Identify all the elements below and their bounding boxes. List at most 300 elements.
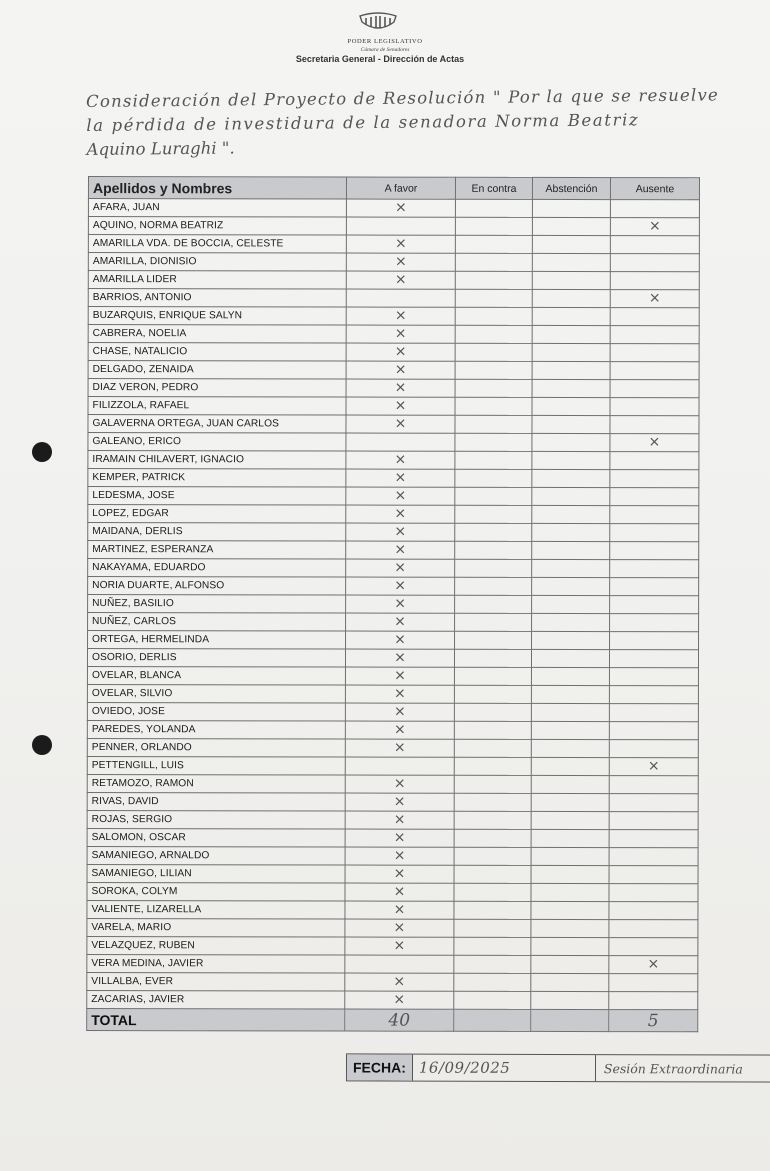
senator-name: GALAVERNA ORTEGA, JUAN CARLOS — [88, 415, 346, 434]
table-row — [88, 433, 699, 452]
vote-cell-abstencion — [531, 901, 609, 919]
vote-cell-abstencion — [532, 577, 610, 595]
table-row — [88, 271, 699, 290]
vote-cell-encontra — [455, 289, 532, 307]
vote-cell-abstencion — [531, 865, 609, 883]
senator-name: LOPEZ, EDGAR — [88, 505, 346, 524]
vote-cell-afavor — [345, 811, 454, 829]
vote-cell-afavor — [345, 955, 454, 973]
vote-cell-afavor — [346, 289, 455, 307]
vote-mark-icon: × — [393, 937, 406, 954]
vote-cell-ausente — [610, 308, 699, 326]
org-chamber: Cámara de Senadores — [360, 47, 410, 53]
vote-mark-icon: × — [394, 595, 406, 612]
vote-cell-encontra — [454, 703, 531, 721]
vote-mark-icon: × — [394, 541, 407, 558]
vote-cell-abstencion — [531, 793, 609, 811]
vote-cell-afavor — [346, 379, 455, 397]
senator-name: PAREDES, YOLANDA — [87, 720, 345, 739]
vote-mark-icon: × — [394, 649, 406, 666]
vote-cell-abstencion — [531, 649, 609, 667]
vote-cell-afavor — [345, 649, 454, 667]
vote-mark-icon: × — [393, 793, 406, 810]
vote-cell-encontra — [455, 343, 532, 361]
senator-name: VERA MEDINA, JAVIER — [87, 954, 345, 973]
senator-name: NUÑEZ, BASILIO — [88, 595, 346, 614]
org-department: Secretaria General - Dirección de Actas — [295, 54, 465, 64]
vote-cell-abstencion — [532, 559, 610, 577]
vote-mark-icon: × — [647, 758, 660, 775]
date-box — [346, 1053, 770, 1082]
vote-cell-abstencion — [531, 667, 609, 685]
senator-name: VARELA, MARIO — [87, 918, 345, 937]
vote-mark-icon: × — [393, 865, 406, 882]
vote-cell-ausente — [610, 272, 699, 290]
binder-hole — [32, 735, 52, 755]
vote-cell-encontra — [454, 955, 531, 973]
vote-mark-icon: × — [394, 235, 407, 252]
table-row — [88, 541, 699, 560]
total-encontra — [454, 1009, 531, 1031]
senator-name: MAIDANA, DERLIS — [88, 523, 346, 542]
vote-cell-abstencion — [531, 811, 609, 829]
vote-cell-afavor — [345, 793, 454, 811]
senator-name: SAMANIEGO, ARNALDO — [87, 846, 345, 865]
vote-cell-abstencion — [532, 343, 610, 361]
vote-cell-ausente — [610, 290, 699, 308]
senator-name: NUÑEZ, CARLOS — [88, 613, 346, 632]
vote-cell-ausente — [609, 938, 698, 956]
vote-cell-ausente — [610, 326, 699, 344]
senator-name: NAKAYAMA, EDUARDO — [88, 559, 346, 578]
vote-cell-afavor — [346, 487, 455, 505]
column-header-encontra: En contra — [455, 177, 532, 199]
vote-cell-encontra — [455, 487, 532, 505]
vote-cell-abstencion — [532, 595, 610, 613]
vote-mark-icon: × — [394, 613, 406, 630]
vote-cell-encontra — [455, 613, 532, 631]
senator-name: BARRIOS, ANTONIO — [88, 289, 346, 308]
vote-cell-encontra — [455, 523, 532, 541]
vote-mark-icon: × — [394, 577, 407, 594]
vote-cell-abstencion — [532, 613, 610, 631]
table-row — [88, 523, 699, 542]
vote-mark-icon: × — [394, 361, 407, 378]
vote-cell-ausente — [609, 794, 698, 812]
vote-cell-abstencion — [532, 451, 610, 469]
vote-cell-encontra — [454, 865, 531, 883]
senator-name: OVELAR, SILVIO — [87, 684, 345, 703]
vote-cell-encontra — [455, 397, 532, 415]
senator-name: FILIZZOLA, RAFAEL — [88, 397, 346, 416]
vote-mark-icon: × — [394, 469, 407, 486]
vote-cell-afavor — [346, 451, 455, 469]
vote-mark-icon: × — [394, 379, 407, 396]
vote-cell-encontra — [455, 271, 532, 289]
vote-cell-encontra — [455, 505, 532, 523]
senator-name: VALIENTE, LIZARELLA — [87, 900, 345, 919]
table-row — [87, 738, 698, 757]
vote-cell-encontra — [455, 595, 532, 613]
vote-cell-ausente — [609, 722, 698, 740]
vote-cell-abstencion — [532, 199, 610, 217]
vote-cell-ausente — [609, 848, 698, 866]
vote-cell-ausente — [610, 470, 699, 488]
table-row — [87, 756, 698, 775]
vote-cell-encontra — [454, 847, 531, 865]
vote-mark-icon: × — [395, 199, 407, 216]
vote-cell-abstencion — [532, 523, 610, 541]
senator-name: OVIEDO, JOSE — [87, 702, 345, 721]
vote-mark-icon: × — [393, 919, 406, 936]
vote-cell-afavor — [346, 253, 455, 271]
vote-mark-icon: × — [394, 325, 407, 342]
vote-cell-afavor — [346, 559, 455, 577]
vote-cell-encontra — [454, 721, 531, 739]
vote-cell-encontra — [454, 685, 531, 703]
vote-mark-icon: × — [649, 218, 661, 235]
vote-cell-afavor — [346, 217, 455, 235]
vote-cell-encontra — [454, 757, 531, 775]
congress-logo-icon — [358, 12, 398, 34]
vote-cell-ausente — [609, 902, 698, 920]
vote-mark-icon: × — [393, 721, 406, 738]
vote-cell-abstencion — [532, 541, 610, 559]
vote-cell-ausente — [610, 596, 699, 614]
vote-mark-icon: × — [394, 307, 407, 324]
vote-cell-afavor — [345, 883, 454, 901]
table-row — [87, 918, 698, 937]
vote-cell-afavor — [346, 361, 455, 379]
vote-cell-afavor — [346, 523, 455, 541]
table-row — [87, 792, 698, 811]
vote-mark-icon: × — [394, 343, 407, 360]
vote-cell-ausente — [610, 578, 699, 596]
vote-cell-ausente — [609, 992, 698, 1010]
vote-cell-encontra — [454, 937, 531, 955]
vote-cell-ausente — [609, 758, 698, 776]
vote-mark-icon: × — [394, 253, 407, 270]
title-line-2: la pérdida de investidura de la senadora Norma Beatriz — [86, 110, 640, 135]
table-row — [88, 217, 699, 236]
vote-cell-encontra — [455, 577, 532, 595]
table-row — [87, 936, 698, 955]
vote-cell-encontra — [454, 667, 531, 685]
vote-cell-encontra — [455, 451, 532, 469]
vote-mark-icon: × — [394, 415, 407, 432]
vote-cell-ausente — [609, 884, 698, 902]
vote-cell-encontra — [455, 379, 532, 397]
vote-cell-abstencion — [531, 919, 609, 937]
vote-cell-afavor — [346, 235, 455, 253]
vote-cell-ausente — [609, 776, 698, 794]
senator-name: CHASE, NATALICIO — [88, 343, 346, 362]
column-header-name: Apellidos y Nombres — [88, 177, 346, 200]
title-line-1: Consideración del Proyecto de Resolución " Por la que se resuelve — [86, 85, 720, 111]
vote-cell-abstencion — [532, 487, 610, 505]
total-row — [87, 1008, 698, 1031]
table-row — [87, 972, 698, 991]
vote-mark-icon: × — [393, 991, 406, 1008]
vote-cell-afavor — [345, 847, 454, 865]
vote-cell-abstencion — [531, 703, 609, 721]
vote-cell-ausente — [610, 542, 699, 560]
vote-mark-icon: × — [393, 811, 406, 828]
vote-cell-ausente — [609, 668, 698, 686]
vote-cell-encontra — [455, 433, 532, 451]
vote-cell-afavor — [345, 667, 454, 685]
vote-cell-abstencion — [532, 271, 610, 289]
column-header-ausente: Ausente — [610, 178, 699, 200]
vote-cell-afavor — [346, 595, 455, 613]
total-afavor: 40 — [345, 1009, 454, 1031]
vote-cell-ausente — [610, 398, 699, 416]
vote-cell-encontra — [455, 631, 532, 649]
vote-mark-icon: × — [648, 434, 661, 451]
date-value: 16/09/2025 — [413, 1055, 596, 1081]
vote-cell-ausente — [609, 974, 698, 992]
vote-table-header — [88, 177, 699, 200]
vote-cell-ausente — [609, 866, 698, 884]
vote-cell-afavor — [345, 739, 454, 757]
vote-cell-ausente — [609, 704, 698, 722]
binder-hole — [32, 442, 52, 462]
senator-name: ZACARIAS, JAVIER — [87, 990, 345, 1009]
vote-cell-afavor — [346, 577, 455, 595]
vote-cell-encontra — [454, 649, 531, 667]
vote-cell-afavor — [345, 865, 454, 883]
vote-cell-ausente — [609, 686, 698, 704]
table-row — [87, 954, 698, 973]
vote-cell-encontra — [455, 361, 532, 379]
vote-mark-icon: × — [647, 956, 660, 973]
vote-cell-encontra — [455, 235, 532, 253]
vote-cell-afavor — [346, 325, 455, 343]
table-row — [87, 667, 698, 686]
vote-cell-abstencion — [532, 289, 610, 307]
vote-cell-ausente — [610, 524, 699, 542]
senator-name: SALOMON, OSCAR — [87, 828, 345, 847]
table-row — [88, 361, 699, 380]
table-row — [88, 415, 699, 434]
vote-cell-afavor — [346, 433, 455, 451]
senator-name: AMARILLA VDA. DE BOCCIA, CELESTE — [88, 235, 346, 254]
vote-cell-afavor — [345, 703, 454, 721]
vote-cell-afavor — [346, 343, 455, 361]
vote-cell-abstencion — [531, 883, 609, 901]
table-row — [87, 864, 698, 883]
vote-cell-ausente — [610, 416, 699, 434]
senator-name: AMARILLA, DIONISIO — [88, 253, 346, 272]
vote-cell-afavor — [346, 397, 455, 415]
vote-cell-ausente — [609, 650, 698, 668]
vote-mark-icon: × — [394, 685, 406, 702]
vote-mark-icon: × — [394, 559, 407, 576]
table-row — [88, 487, 699, 506]
vote-cell-abstencion — [532, 307, 610, 325]
table-row — [88, 595, 699, 614]
vote-cell-ausente — [610, 506, 699, 524]
senator-name: AFARA, JUAN — [88, 199, 346, 218]
senator-name: KEMPER, PATRICK — [88, 469, 346, 488]
vote-mark-icon: × — [393, 847, 406, 864]
vote-cell-ausente — [610, 614, 699, 632]
total-abstencion — [531, 1009, 609, 1031]
table-row — [87, 810, 698, 829]
senator-name: OSORIO, DERLIS — [87, 649, 345, 668]
vote-cell-encontra — [454, 991, 531, 1009]
vote-cell-afavor — [346, 613, 455, 631]
vote-cell-encontra — [454, 919, 531, 937]
vote-cell-afavor — [346, 505, 455, 523]
vote-mark-icon: × — [393, 829, 406, 846]
vote-cell-ausente — [610, 632, 699, 650]
vote-cell-ausente — [610, 362, 699, 380]
senator-name: SOROKA, COLYM — [87, 882, 345, 901]
vote-cell-encontra — [454, 811, 531, 829]
table-row — [88, 613, 699, 632]
vote-cell-afavor — [345, 685, 454, 703]
table-row — [88, 631, 699, 650]
vote-mark-icon: × — [393, 973, 406, 990]
vote-cell-encontra — [455, 253, 532, 271]
vote-cell-encontra — [454, 901, 531, 919]
session-type: Sesión Extraordinaria — [603, 1060, 743, 1076]
vote-cell-abstencion — [531, 757, 609, 775]
vote-mark-icon: × — [394, 631, 406, 648]
vote-cell-abstencion — [532, 253, 610, 271]
vote-cell-encontra — [454, 739, 531, 757]
vote-mark-icon: × — [394, 451, 407, 468]
senator-name: AQUINO, NORMA BEATRIZ — [88, 217, 346, 236]
table-row — [87, 702, 698, 721]
senator-name: OVELAR, BLANCA — [87, 667, 345, 686]
table-row — [87, 828, 698, 847]
title-line-3: Aquino Luraghi ". — [86, 138, 235, 159]
table-row — [88, 307, 699, 326]
table-row — [87, 684, 698, 703]
vote-mark-icon: × — [394, 505, 407, 522]
vote-cell-abstencion — [532, 433, 610, 451]
senator-name: GALEANO, ERICO — [88, 433, 346, 452]
vote-cell-abstencion — [531, 847, 609, 865]
vote-cell-afavor — [345, 757, 454, 775]
senator-name: LEDESMA, JOSE — [88, 487, 346, 506]
senator-name: BUZARQUIS, ENRIQUE SALYN — [88, 307, 346, 326]
vote-cell-encontra — [454, 775, 531, 793]
table-row — [88, 343, 699, 362]
senator-name: CABRERA, NOELIA — [88, 325, 346, 344]
table-row — [88, 451, 699, 470]
vote-cell-afavor — [345, 991, 454, 1009]
vote-cell-abstencion — [532, 469, 610, 487]
vote-mark-icon: × — [648, 290, 661, 307]
table-row — [88, 235, 699, 254]
table-row — [88, 289, 699, 308]
total-ausente: 5 — [609, 1010, 698, 1032]
vote-cell-afavor — [345, 775, 454, 793]
vote-cell-afavor — [346, 631, 455, 649]
vote-cell-encontra — [455, 469, 532, 487]
vote-cell-encontra — [455, 541, 532, 559]
vote-cell-abstencion — [531, 685, 609, 703]
vote-cell-ausente — [610, 434, 699, 452]
table-row — [88, 505, 699, 524]
vote-cell-encontra — [454, 829, 531, 847]
senator-name: PETTENGILL, LUIS — [87, 756, 345, 775]
vote-cell-encontra — [455, 217, 532, 235]
vote-cell-afavor — [345, 721, 454, 739]
vote-cell-afavor — [346, 271, 455, 289]
vote-cell-encontra — [454, 883, 531, 901]
vote-cell-abstencion — [531, 973, 609, 991]
table-row — [88, 325, 699, 344]
vote-mark-icon: × — [393, 703, 406, 720]
vote-mark-icon: × — [393, 739, 406, 756]
senator-name: RETAMOZO, RAMON — [87, 774, 345, 793]
senator-name: PENNER, ORLANDO — [87, 738, 345, 757]
vote-cell-abstencion — [531, 829, 609, 847]
vote-cell-abstencion — [531, 937, 609, 955]
senator-name: NORIA DUARTE, ALFONSO — [88, 577, 346, 596]
vote-cell-abstencion — [532, 505, 610, 523]
vote-cell-ausente — [610, 218, 699, 236]
vote-mark-icon: × — [393, 775, 406, 792]
vote-cell-ausente — [609, 740, 698, 758]
vote-cell-abstencion — [532, 217, 610, 235]
vote-cell-ausente — [609, 956, 698, 974]
total-label: TOTAL — [87, 1008, 345, 1031]
vote-mark-icon: × — [394, 523, 407, 540]
vote-cell-abstencion — [531, 775, 609, 793]
vote-cell-abstencion — [532, 397, 610, 415]
vote-cell-abstencion — [531, 739, 609, 757]
senator-name: DIAZ VERON, PEDRO — [88, 379, 346, 398]
table-row — [88, 397, 699, 416]
vote-cell-abstencion — [531, 991, 609, 1009]
vote-cell-abstencion — [532, 325, 610, 343]
table-row — [87, 882, 698, 901]
vote-cell-afavor — [346, 307, 455, 325]
vote-cell-ausente — [610, 560, 699, 578]
vote-mark-icon: × — [394, 397, 407, 414]
vote-cell-encontra — [455, 307, 532, 325]
vote-cell-ausente — [609, 830, 698, 848]
vote-cell-afavor — [345, 829, 454, 847]
vote-cell-afavor — [345, 973, 454, 991]
senator-name: IRAMAIN CHILAVERT, IGNACIO — [88, 451, 346, 470]
vote-mark-icon: × — [394, 271, 407, 288]
vote-cell-encontra — [455, 559, 532, 577]
vote-mark-icon: × — [393, 901, 406, 918]
vote-cell-ausente — [609, 920, 698, 938]
table-row — [87, 774, 698, 793]
vote-cell-abstencion — [532, 361, 610, 379]
table-row — [87, 846, 698, 865]
org-name: PODER LEGISLATIVO — [347, 38, 423, 45]
senator-name: AMARILLA LIDER — [88, 271, 346, 290]
vote-cell-encontra — [455, 415, 532, 433]
senator-name: RIVAS, DAVID — [87, 792, 345, 811]
vote-cell-encontra — [455, 325, 532, 343]
vote-cell-abstencion — [532, 235, 610, 253]
vote-cell-encontra — [454, 973, 531, 991]
vote-cell-abstencion — [532, 415, 610, 433]
senator-name: VILLALBA, EVER — [87, 972, 345, 991]
vote-mark-icon: × — [393, 883, 406, 900]
vote-cell-afavor — [346, 199, 455, 217]
vote-cell-afavor — [346, 541, 455, 559]
